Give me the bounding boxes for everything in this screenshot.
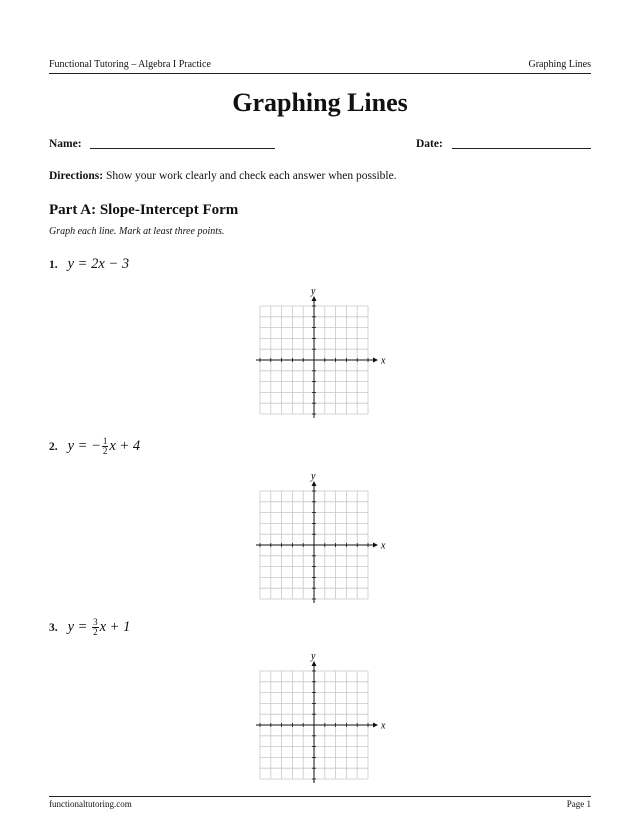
coordinate-grid-2[interactable]	[250, 473, 385, 603]
part-a-title: Part A: Slope-Intercept Form	[49, 202, 239, 218]
problem-1	[49, 256, 129, 273]
y-axis-label: y	[311, 651, 316, 662]
equation-fraction	[92, 618, 99, 637]
date-label: Date:	[416, 138, 443, 150]
problem-2	[49, 437, 140, 456]
page-title: Graphing Lines	[232, 88, 408, 117]
y-axis-label: y	[311, 286, 316, 297]
coordinate-grid-3[interactable]	[250, 653, 385, 783]
equation-lhs: y =	[67, 437, 92, 454]
equation-rhs: x + 4	[109, 437, 141, 454]
name-label: Name:	[49, 138, 82, 150]
x-axis-arrow-icon	[373, 723, 378, 728]
fraction-numerator: 3	[93, 617, 98, 627]
equation-sign: −	[91, 437, 101, 454]
problem-number: 1.	[49, 259, 58, 271]
x-axis-label: x	[381, 540, 386, 552]
footer-rule	[49, 796, 591, 797]
equation-lhs: y =	[67, 618, 92, 635]
directions-label: Directions:	[49, 170, 104, 182]
directions	[49, 170, 397, 182]
directions-text: Show your work clearly and check each answer when possible.	[103, 170, 397, 182]
fraction-denominator: 2	[102, 446, 108, 456]
problem-number: 3.	[49, 621, 58, 634]
coordinate-grid-1[interactable]	[250, 288, 385, 418]
fraction-denominator: 2	[93, 627, 98, 637]
x-axis-arrow-icon	[373, 543, 378, 548]
problem-3	[49, 618, 130, 637]
part-a-subtitle: Graph each line. Mark at least three points.	[49, 226, 225, 237]
footer-page-number: Page 1	[566, 799, 591, 809]
problem-number: 2.	[49, 440, 58, 453]
equation-rhs: 2x − 3	[91, 256, 130, 272]
equation-rhs: x + 1	[99, 618, 131, 635]
fraction-numerator: 1	[102, 436, 108, 446]
x-axis-label: x	[381, 355, 386, 367]
equation-lhs: y =	[67, 256, 92, 272]
name-line[interactable]	[90, 148, 275, 149]
header-topic: Graphing Lines	[528, 59, 591, 70]
x-axis-label: x	[381, 720, 386, 732]
footer-site: functionaltutoring.com	[49, 799, 132, 809]
header-rule	[49, 73, 591, 74]
x-axis-arrow-icon	[373, 358, 378, 363]
y-axis-label: y	[311, 471, 316, 482]
equation-fraction	[102, 437, 109, 456]
header-course: Functional Tutoring – Algebra I Practice	[49, 59, 211, 70]
date-line[interactable]	[452, 148, 591, 149]
